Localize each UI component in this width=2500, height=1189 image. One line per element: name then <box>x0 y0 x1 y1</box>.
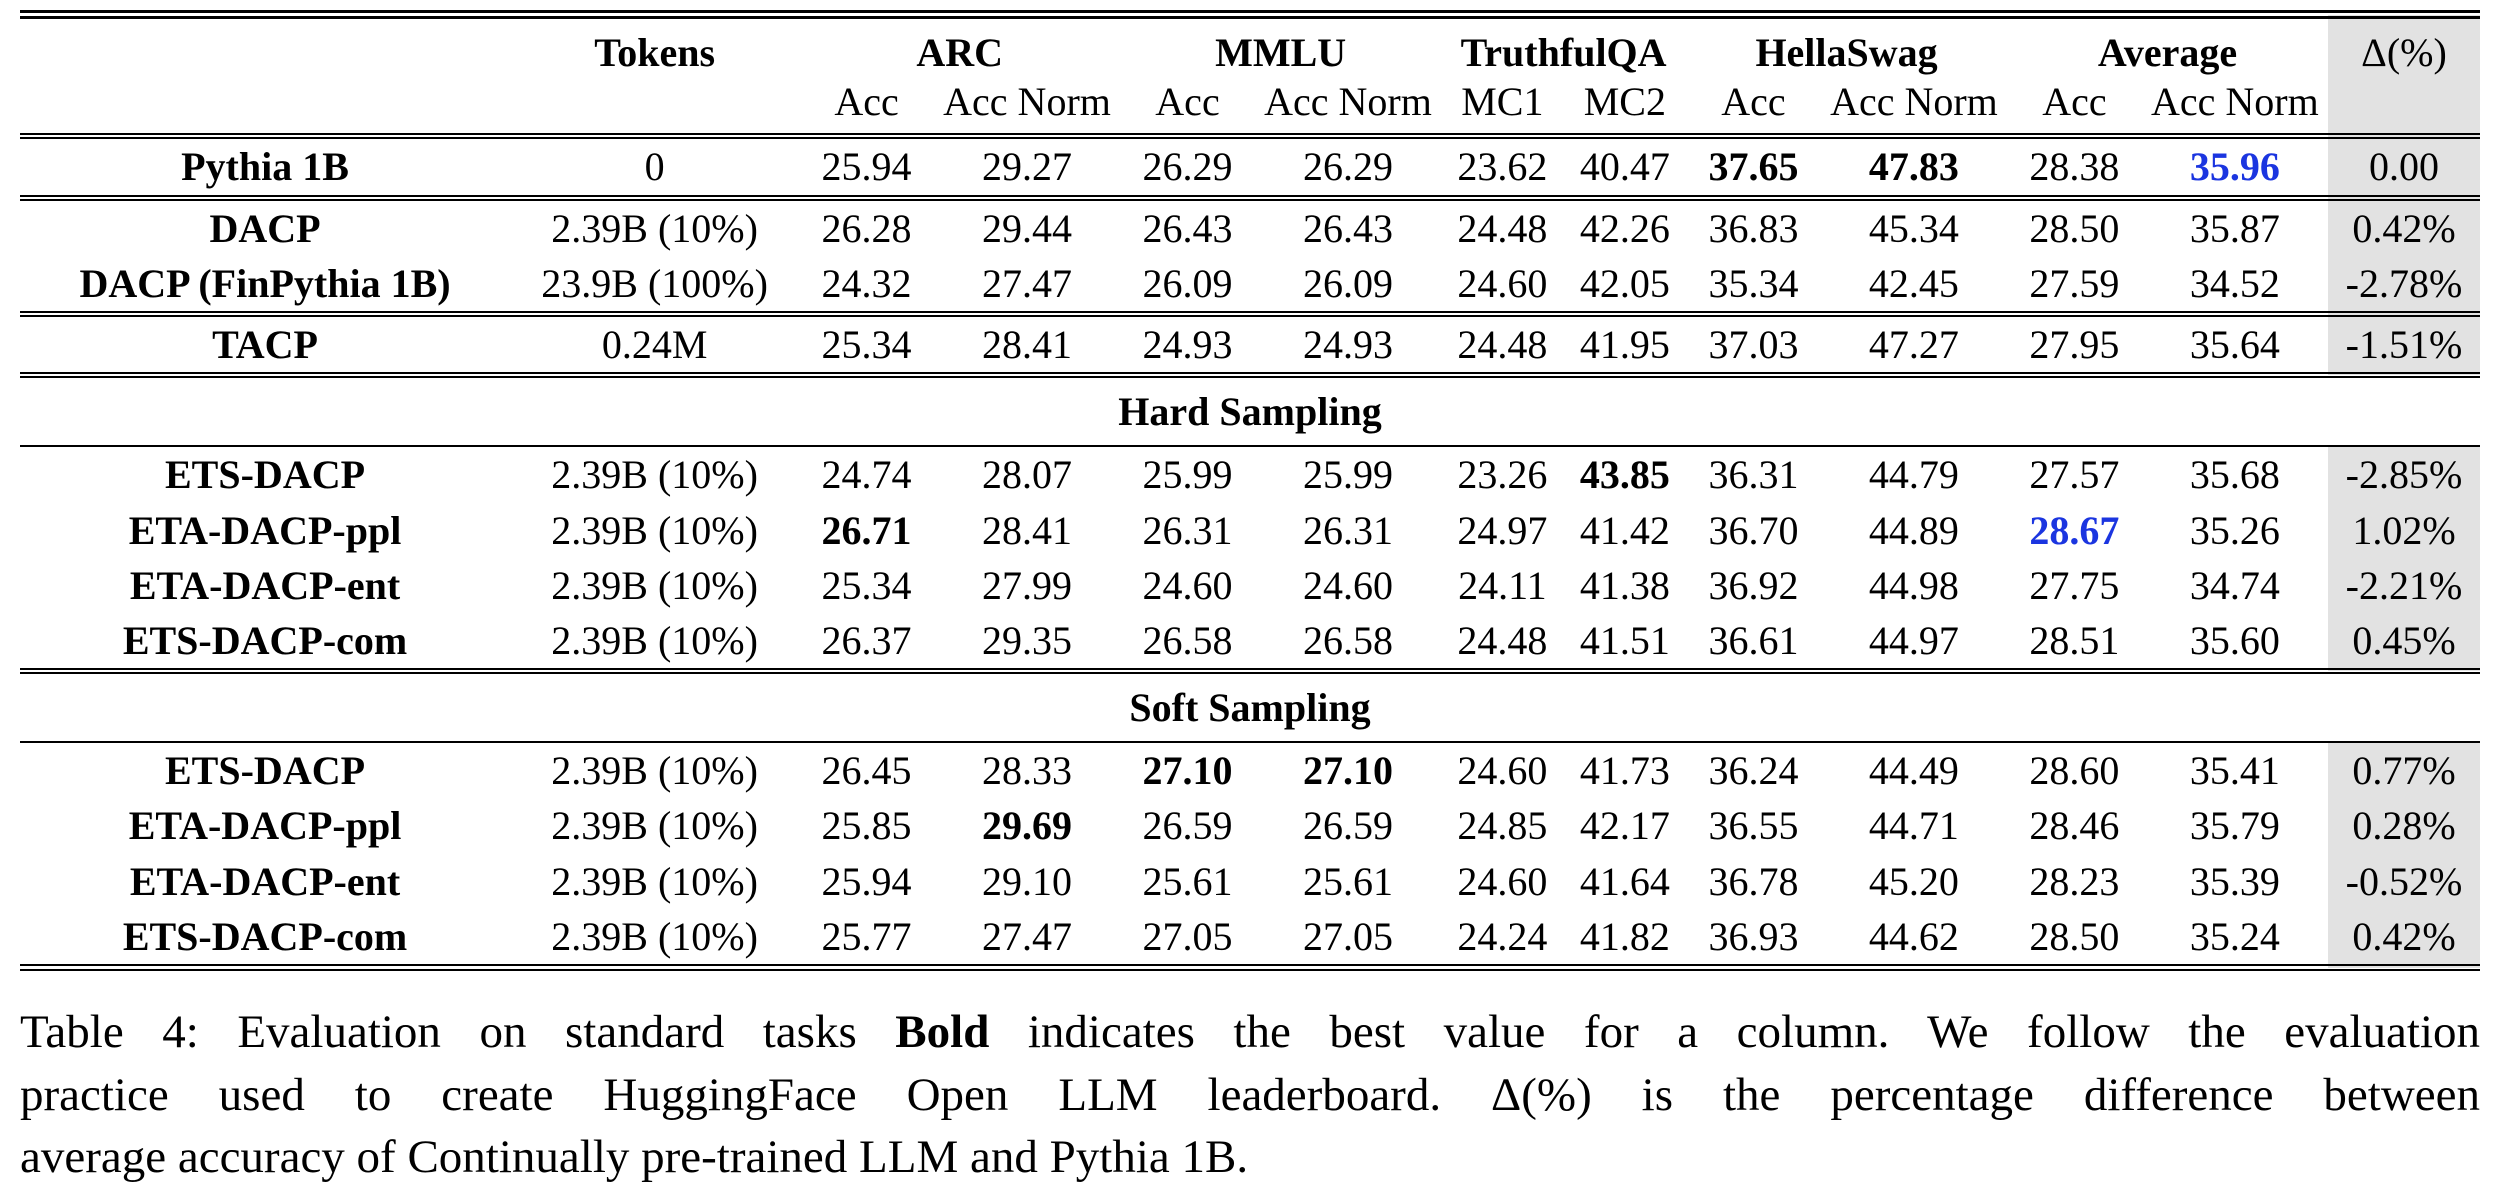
metric-cell: 44.71 <box>1868 803 1959 849</box>
subheader-truthfulqa-mc1: MC1 <box>1461 79 1544 125</box>
model-name-cell: ETS-DACP-com <box>122 913 408 959</box>
metric-cell: 26.29 <box>1142 144 1233 190</box>
metric-cell: 25.34 <box>821 321 912 367</box>
results-tbody <box>20 136 2480 967</box>
metric-cell: 35.79 <box>2189 803 2280 849</box>
metric-cell: 36.83 <box>1708 205 1799 251</box>
model-name-cell: ETA-DACP-ent <box>129 562 401 608</box>
metric-cell: 27.05 <box>1142 913 1233 959</box>
metric-cell: 27.10 <box>1302 748 1393 794</box>
model-name-cell: DACP <box>209 205 321 251</box>
tokens-cell: 2.39B (10%) <box>551 205 758 251</box>
subheader-hellaswag-accnorm: Acc Norm <box>1830 79 1998 125</box>
metric-cell: 25.61 <box>1302 858 1393 904</box>
metric-cell: 25.99 <box>1302 452 1393 498</box>
tokens-cell: 2.39B (10%) <box>551 452 758 498</box>
model-name-cell: ETS-DACP <box>165 452 366 498</box>
subheader-mmlu-acc: Acc <box>1155 79 1220 125</box>
metric-cell: 37.03 <box>1708 321 1799 367</box>
metric-cell: 43.85 <box>1579 452 1670 498</box>
table-row <box>20 558 2480 613</box>
metric-cell: 28.51 <box>2029 617 2120 663</box>
subheader-average-accnorm: Acc Norm <box>2151 79 2319 125</box>
metric-cell: 23.26 <box>1457 452 1548 498</box>
table-row <box>20 613 2480 671</box>
metric-cell: 25.77 <box>821 913 912 959</box>
metric-cell: 35.39 <box>2189 858 2280 904</box>
metric-cell: 28.07 <box>982 452 1073 498</box>
model-name-cell: Pythia 1B <box>181 144 349 190</box>
metric-cell: 24.93 <box>1142 321 1233 367</box>
metric-cell: 47.83 <box>1868 144 1959 190</box>
table-row <box>20 136 2480 197</box>
metric-cell: 27.99 <box>982 562 1073 608</box>
metric-cell: 25.99 <box>1142 452 1233 498</box>
table-row <box>20 854 2480 909</box>
delta-cell: 1.02% <box>2328 503 2480 558</box>
metric-cell: 26.31 <box>1302 507 1393 553</box>
metric-cell: 26.31 <box>1142 507 1233 553</box>
metric-cell: 34.52 <box>2189 260 2280 306</box>
metric-cell: 25.94 <box>821 144 912 190</box>
subheader-arc-accnorm: Acc Norm <box>943 79 1111 125</box>
column-header-delta: Δ(%) <box>2328 15 2480 137</box>
metric-cell: 41.51 <box>1579 617 1670 663</box>
metric-cell: 24.60 <box>1457 260 1548 306</box>
delta-cell: -2.21% <box>2328 558 2480 613</box>
metric-cell: 42.05 <box>1579 260 1670 306</box>
metric-cell: 26.43 <box>1302 205 1393 251</box>
delta-cell: 0.42% <box>2328 198 2480 256</box>
metric-cell: 37.65 <box>1708 144 1799 190</box>
tokens-cell: 2.39B (10%) <box>551 913 758 959</box>
metric-cell: 24.24 <box>1457 913 1548 959</box>
model-column-header <box>20 15 510 137</box>
metric-cell: 44.97 <box>1868 617 1959 663</box>
metric-cell: 35.41 <box>2189 748 2280 794</box>
metric-cell: 24.60 <box>1142 562 1233 608</box>
metric-cell: 26.09 <box>1142 260 1233 306</box>
caption-text: Table 4: Evaluation on standard tasks <box>20 1006 896 1058</box>
table-caption <box>20 1001 2480 1189</box>
metric-cell: 28.41 <box>982 507 1073 553</box>
metric-cell: 36.70 <box>1708 507 1799 553</box>
metric-cell: 35.26 <box>2189 507 2280 553</box>
metric-cell: 34.74 <box>2189 562 2280 608</box>
delta-cell: -1.51% <box>2328 314 2480 375</box>
metric-cell: 24.32 <box>821 260 912 306</box>
metric-cell: 29.10 <box>982 858 1073 904</box>
metric-cell: 28.50 <box>2029 205 2120 251</box>
metric-cell: 26.09 <box>1302 260 1393 306</box>
metric-cell: 28.23 <box>2029 858 2120 904</box>
metric-cell: 25.94 <box>821 858 912 904</box>
metric-cell: 35.96 <box>2189 144 2280 190</box>
metric-cell: 23.62 <box>1457 144 1548 190</box>
metric-cell: 35.64 <box>2189 321 2280 367</box>
metric-cell: 29.44 <box>982 205 1073 251</box>
section-title-row <box>20 375 2480 446</box>
metric-cell: 41.73 <box>1579 748 1670 794</box>
delta-cell: 0.42% <box>2328 909 2480 968</box>
table-header <box>20 15 2480 137</box>
metric-cell: 27.47 <box>982 260 1073 306</box>
tokens-cell: 2.39B (10%) <box>551 507 758 553</box>
caption-line-1 <box>20 1001 2480 1064</box>
header-group-row <box>20 15 2480 77</box>
metric-cell: 28.33 <box>982 748 1073 794</box>
metric-cell: 35.87 <box>2189 205 2280 251</box>
subheader-mmlu-accnorm: Acc Norm <box>1264 79 1432 125</box>
metric-cell: 41.42 <box>1579 507 1670 553</box>
metric-cell: 36.93 <box>1708 913 1799 959</box>
column-group-hellaswag: HellaSwag <box>1755 30 1938 75</box>
metric-cell: 47.27 <box>1868 321 1959 367</box>
delta-cell: 0.28% <box>2328 798 2480 853</box>
metric-cell: 42.26 <box>1579 205 1670 251</box>
metric-cell: 28.60 <box>2029 748 2120 794</box>
model-name-cell: ETA-DACP-ent <box>129 858 401 904</box>
metric-cell: 27.05 <box>1302 913 1393 959</box>
metric-cell: 26.71 <box>821 507 912 553</box>
metric-cell: 29.27 <box>982 144 1073 190</box>
metric-cell: 27.95 <box>2029 321 2120 367</box>
metric-cell: 24.48 <box>1457 617 1548 663</box>
metric-cell: 28.41 <box>982 321 1073 367</box>
table-row <box>20 798 2480 853</box>
table-row <box>20 198 2480 256</box>
tokens-cell: 0 <box>644 144 665 190</box>
metric-cell: 36.92 <box>1708 562 1799 608</box>
tokens-cell: 2.39B (10%) <box>551 562 758 608</box>
model-name-cell: ETA-DACP-ppl <box>128 507 402 553</box>
metric-cell: 44.79 <box>1868 452 1959 498</box>
metric-cell: 27.10 <box>1142 748 1233 794</box>
metric-cell: 28.38 <box>2029 144 2120 190</box>
metric-cell: 26.43 <box>1142 205 1233 251</box>
metric-cell: 41.64 <box>1579 858 1670 904</box>
column-group-mmlu: MMLU <box>1215 30 1347 75</box>
table-row <box>20 256 2480 314</box>
metric-cell: 45.20 <box>1868 858 1959 904</box>
metric-cell: 26.37 <box>821 617 912 663</box>
delta-cell: 0.77% <box>2328 742 2480 798</box>
metric-cell: 24.85 <box>1457 803 1548 849</box>
metric-cell: 26.58 <box>1302 617 1393 663</box>
metric-cell: 44.49 <box>1868 748 1959 794</box>
metric-cell: 27.57 <box>2029 452 2120 498</box>
caption-line-2: practice used to create HuggingFace Open LLM leaderboard. Δ(%) is the percentage difference between <box>20 1068 2480 1121</box>
metric-cell: 29.35 <box>982 617 1073 663</box>
metric-cell: 26.59 <box>1302 803 1393 849</box>
subheader-truthfulqa-mc2: MC2 <box>1583 79 1666 125</box>
tokens-cell: 0.24M <box>601 321 708 367</box>
section-title: Soft Sampling <box>1129 685 1371 731</box>
table-row <box>20 503 2480 558</box>
metric-cell: 28.46 <box>2029 803 2120 849</box>
subheader-arc-acc: Acc <box>834 79 899 125</box>
metric-cell: 40.47 <box>1579 144 1670 190</box>
tokens-cell: 2.39B (10%) <box>551 617 758 663</box>
delta-cell: -2.78% <box>2328 256 2480 314</box>
metric-cell: 42.45 <box>1868 260 1959 306</box>
metric-cell: 24.60 <box>1457 748 1548 794</box>
model-name-cell: ETA-DACP-ppl <box>128 803 402 849</box>
metric-cell: 36.31 <box>1708 452 1799 498</box>
metric-cell: 44.89 <box>1868 507 1959 553</box>
metric-cell: 24.11 <box>1458 562 1547 608</box>
metric-cell: 24.60 <box>1457 858 1548 904</box>
model-name-cell: ETS-DACP <box>165 748 366 794</box>
subheader-average-acc: Acc <box>2042 79 2107 125</box>
tokens-cell: 2.39B (10%) <box>551 803 758 849</box>
metric-cell: 28.50 <box>2029 913 2120 959</box>
table-row <box>20 314 2480 375</box>
metric-cell: 27.59 <box>2029 260 2120 306</box>
metric-cell: 36.24 <box>1708 748 1799 794</box>
metric-cell: 24.97 <box>1457 507 1548 553</box>
column-group-average: Average <box>2097 30 2238 75</box>
metric-cell: 24.48 <box>1457 321 1548 367</box>
metric-cell: 25.34 <box>821 562 912 608</box>
caption-text: indicates the best value for a column. We follow the evaluation <box>989 1006 2481 1058</box>
metric-cell: 24.93 <box>1302 321 1393 367</box>
metric-cell: 35.60 <box>2189 617 2280 663</box>
metric-cell: 41.82 <box>1579 913 1670 959</box>
metric-cell: 36.55 <box>1708 803 1799 849</box>
metric-cell: 42.17 <box>1579 803 1670 849</box>
metric-cell: 26.58 <box>1142 617 1233 663</box>
table-row <box>20 909 2480 968</box>
metric-cell: 25.85 <box>821 803 912 849</box>
model-name-cell: DACP (FinPythia 1B) <box>79 260 451 306</box>
metric-cell: 28.67 <box>2029 507 2120 553</box>
metric-cell: 36.78 <box>1708 858 1799 904</box>
table-row <box>20 742 2480 798</box>
metric-cell: 24.60 <box>1302 562 1393 608</box>
metric-cell: 29.69 <box>982 803 1073 849</box>
metric-cell: 24.74 <box>821 452 912 498</box>
metric-cell: 41.38 <box>1579 562 1670 608</box>
metric-cell: 26.29 <box>1302 144 1393 190</box>
model-name-cell: TACP <box>212 321 318 367</box>
caption-line-3: average accuracy of Continually pre-trained LLM and Pythia 1B. <box>20 1131 1249 1183</box>
metric-cell: 24.48 <box>1457 205 1548 251</box>
section-title-row <box>20 671 2480 742</box>
column-group-arc: ARC <box>916 30 1003 75</box>
tokens-cell: 2.39B (10%) <box>551 858 758 904</box>
metric-cell: 44.62 <box>1868 913 1959 959</box>
subheader-hellaswag-acc: Acc <box>1721 79 1786 125</box>
metric-cell: 26.45 <box>821 748 912 794</box>
metric-cell: 25.61 <box>1142 858 1233 904</box>
column-header-tokens: Tokens <box>594 30 716 75</box>
metric-cell: 44.98 <box>1868 562 1959 608</box>
metric-cell: 26.59 <box>1142 803 1233 849</box>
model-name-cell: ETS-DACP-com <box>122 617 408 663</box>
metric-cell: 36.61 <box>1708 617 1799 663</box>
section-title: Hard Sampling <box>1118 389 1382 435</box>
results-table <box>20 10 2480 971</box>
table-row <box>20 446 2480 502</box>
caption-bold-word: Bold <box>895 1006 990 1058</box>
delta-cell: 0.45% <box>2328 613 2480 671</box>
column-group-truthfulqa: TruthfulQA <box>1460 30 1667 75</box>
metric-cell: 27.75 <box>2029 562 2120 608</box>
delta-cell: -2.85% <box>2328 446 2480 502</box>
tokens-cell: 23.9B (100%) <box>541 260 768 306</box>
metric-cell: 26.28 <box>821 205 912 251</box>
delta-cell: -0.52% <box>2328 854 2480 909</box>
metric-cell: 27.47 <box>982 913 1073 959</box>
metric-cell: 45.34 <box>1868 205 1959 251</box>
metric-cell: 41.95 <box>1579 321 1670 367</box>
metric-cell: 35.24 <box>2189 913 2280 959</box>
tokens-cell: 2.39B (10%) <box>551 748 758 794</box>
metric-cell: 35.34 <box>1708 260 1799 306</box>
metric-cell: 35.68 <box>2189 452 2280 498</box>
delta-cell: 0.00 <box>2328 136 2480 197</box>
